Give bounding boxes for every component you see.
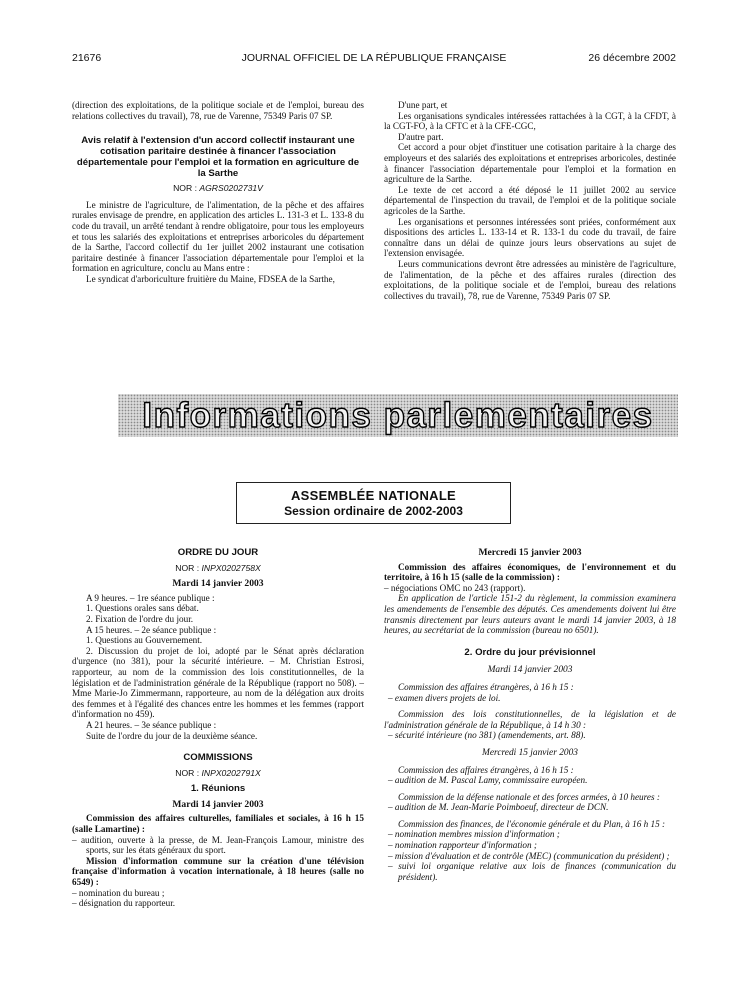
session-title: Session ordinaire de 2002-2003 xyxy=(284,504,463,518)
ordre-du-jour-title: ORDRE DU JOUR xyxy=(177,547,259,558)
nor-label: NOR : xyxy=(175,767,200,778)
avis-nor xyxy=(72,183,364,194)
nor-code: INPX0202791X xyxy=(201,767,261,778)
continuation-paragraph: (direction des exploitations, de la politique sociale et de l'emploi, bureau des relations collectives du travail), 78, rue de Varenne, 75349 Paris 07 SP. xyxy=(72,100,364,121)
journal-title: JOURNAL OFFICIEL DE LA RÉPUBLIQUE FRANÇAISE xyxy=(241,52,507,64)
nor-label: NOR : xyxy=(175,562,200,573)
bottom-right-column xyxy=(384,548,676,882)
commission-item: – nomination rapporteur d'information ; xyxy=(388,840,537,851)
paragraph: Cet accord a pour objet d'instituer une cotisation paritaire à la charge des employeurs et des salariés des exploitations et entreprises arboricoles, destinée à financer l'association départementale pour l'emploi et la formation en agriculture de la Sarthe. xyxy=(384,142,676,185)
commission-item: – audition, ouverte à la presse, de M. Jean-François Lamour, ministre des sports, sur les états généraux du sport. xyxy=(72,834,364,856)
reunions-title: 1. Réunions xyxy=(190,783,246,795)
commission-item: – examen divers projets de loi. xyxy=(388,692,501,703)
assembly-title: ASSEMBLÉE NATIONALE xyxy=(290,488,457,503)
paragraph: D'une part, et xyxy=(398,100,448,110)
date-heading: Mercredi 15 janvier 2003 xyxy=(482,747,578,758)
nor-label: NOR : xyxy=(173,183,197,194)
avis-paragraph: Le syndicat d'arboriculture fruitière du Maine, FDSEA de la Sarthe, xyxy=(86,273,335,284)
paragraph: Les organisations syndicales intéressées rattachées à la CGT, à la CFDT, à la CGT-FO, à la CFTC et à la CFE-CGC, xyxy=(384,110,676,132)
paragraph: Leurs communications devront être adressées au ministère de l'agriculture, de l'alimentation, de la pêche et des affaires rurales (direction des exploitations, de la politique sociale et de l'emploi, bureau des relations collectives du travail), 78, rue de Varenne, 75349 Paris 07 SP. xyxy=(384,258,676,301)
agenda-item: 2. Discussion du projet de loi, adopté par le Sénat après déclaration d'urgence (no 381), pour la sécurité intérieure. – M. Christian Estrosi, rapporteur, au nom de la commission des lois constitutionnelles, de la législation et de l'administration générale de la République (rapport no 508). – Mme Marie-Jo Zimmermann, rapporteure, au nom de la délégation aux droits des femmes et à l'égalité des chances entre les hommes et les femmes (rapport d'information no 459). xyxy=(72,645,364,720)
avis-title: Avis relatif à l'extension d'un accord collectif instaurant une cotisation paritaire destinée à financer l'association départementale pour l'emploi et la formation en agriculture de la Sarthe xyxy=(76,135,360,180)
commission-item: – nomination membres mission d'information ; xyxy=(388,829,560,840)
commission-item: – sécurité intérieure (no 381) (amendements, art. 88). xyxy=(388,730,586,741)
commission-item: – audition de M. Jean-Marie Poimboeuf, directeur de DCN. xyxy=(388,802,609,813)
commission-title: Commission des affaires étrangères, à 16 h 15 : xyxy=(398,681,574,692)
agenda-item: 1. Questions au Gouvernement. xyxy=(86,635,203,646)
commissions-title: COMMISSIONS xyxy=(183,752,253,764)
date-heading: Mardi 14 janvier 2003 xyxy=(487,665,573,676)
paragraph: Les organisations et personnes intéressées sont priées, conformément aux dispositions des articles L. 133-14 et R. 133-1 du code du travail, de faire connaître dans un délai de quinze jours leurs observations au sujet de l'extension envisagée. xyxy=(384,216,676,259)
commission-item: – audition de M. Pascal Lamy, commissaire européen. xyxy=(388,775,588,786)
commission-title: Commission des affaires culturelles, familiales et sociales, à 16 h 15 (salle Lamartine) : xyxy=(72,813,364,835)
top-left-column xyxy=(72,100,364,285)
bottom-left-column xyxy=(72,548,364,909)
commission-title: Commission de la défense nationale et des forces armées, à 10 heures : xyxy=(398,791,660,802)
seance-line: A 9 heures. – 1re séance publique : xyxy=(86,592,215,603)
agenda-item: Suite de l'ordre du jour de la deuxième séance. xyxy=(86,730,258,741)
commission-note: En application de l'article 151-2 du règlement, la commission examinera les amendements de l'ensemble des députés. Ces amendements doivent lui être transmis directement par leurs auteurs avant le mardi 14 janvier 2003, à 18 heures, au secrétariat de la commission (bureau no 6501). xyxy=(384,593,676,636)
agenda-item: 2. Fixation de l'ordre du jour. xyxy=(86,613,194,624)
commission-item: – nomination du bureau ; xyxy=(72,887,165,898)
nor-code: AGRS0202731V xyxy=(199,183,263,194)
issue-date: 26 décembre 2002 xyxy=(588,52,676,64)
date-heading: Mardi 14 janvier 2003 xyxy=(172,798,264,810)
top-right-column xyxy=(384,100,676,301)
agenda-item: 1. Questions orales sans débat. xyxy=(86,603,199,614)
commission-item: – désignation du rapporteur. xyxy=(72,898,176,909)
commission-item: – mission d'évaluation et de contrôle (MEC) (communication du président) ; xyxy=(388,850,670,861)
previsionnel-title: 2. Ordre du jour prévisionnel xyxy=(464,646,596,658)
seance-line: A 21 heures. – 3e séance publique : xyxy=(86,719,217,730)
paragraph: D'autre part. xyxy=(398,131,444,142)
nor-code: INPX0202758X xyxy=(201,562,261,573)
commission-item: – suivi loi organique relative aux lois de finances (communication du président). xyxy=(388,861,676,882)
section-banner xyxy=(118,394,678,437)
date-heading: Mardi 14 janvier 2003 xyxy=(172,578,264,590)
commission-title: Commission des lois constitutionnelles, de la législation et de l'administration générale de la République, à 14 h 30 : xyxy=(384,709,676,730)
commission-title: Mission d'information commune sur la création d'une télévision française d'information à vocation internationale, à 18 heures (salle no 6549) : xyxy=(72,855,364,888)
avis-paragraph: Le ministre de l'agriculture, de l'alimentation, de la pêche et des affaires rurales envisage de prendre, en application des articles L. 131-3 et L. 133-8 du code du travail, un arrêté tendant à rendre obligatoire, pour tous les employeurs et tous les salariés des exploitations et entreprises arboricoles du département de la Sarthe, l'accord collectif du 1er juillet 2002 instaurant une cotisation paritaire destinée à financer l'association départementale pour l'emploi et la formation en agriculture, conclu au Mans entre : xyxy=(72,199,364,274)
page-number: 21676 xyxy=(72,52,102,64)
commission-title: Commission des affaires économiques, de l'environnement et du territoire, à 16 h 15 (salle de la commission) : xyxy=(384,561,676,583)
banner-title: Informations parlementaires xyxy=(142,396,654,435)
commission-title: Commission des finances, de l'économie générale et du Plan, à 16 h 15 : xyxy=(398,818,666,829)
ordre-nor xyxy=(72,563,364,574)
date-heading: Mercredi 15 janvier 2003 xyxy=(478,547,582,558)
assembly-box xyxy=(236,482,511,524)
commission-title: Commission des affaires étrangères, à 16 h 15 : xyxy=(398,764,574,775)
commissions-nor xyxy=(72,768,364,779)
paragraph: Le texte de cet accord a été déposé le 11 juillet 2002 au service départemental de l'inspection du travail, de l'emploi et de la politique sociale agricoles de la Sarthe. xyxy=(384,184,676,216)
commission-item: – négociations OMC no 243 (rapport). xyxy=(384,582,526,593)
seance-line: A 15 heures. – 2e séance publique : xyxy=(86,624,217,635)
